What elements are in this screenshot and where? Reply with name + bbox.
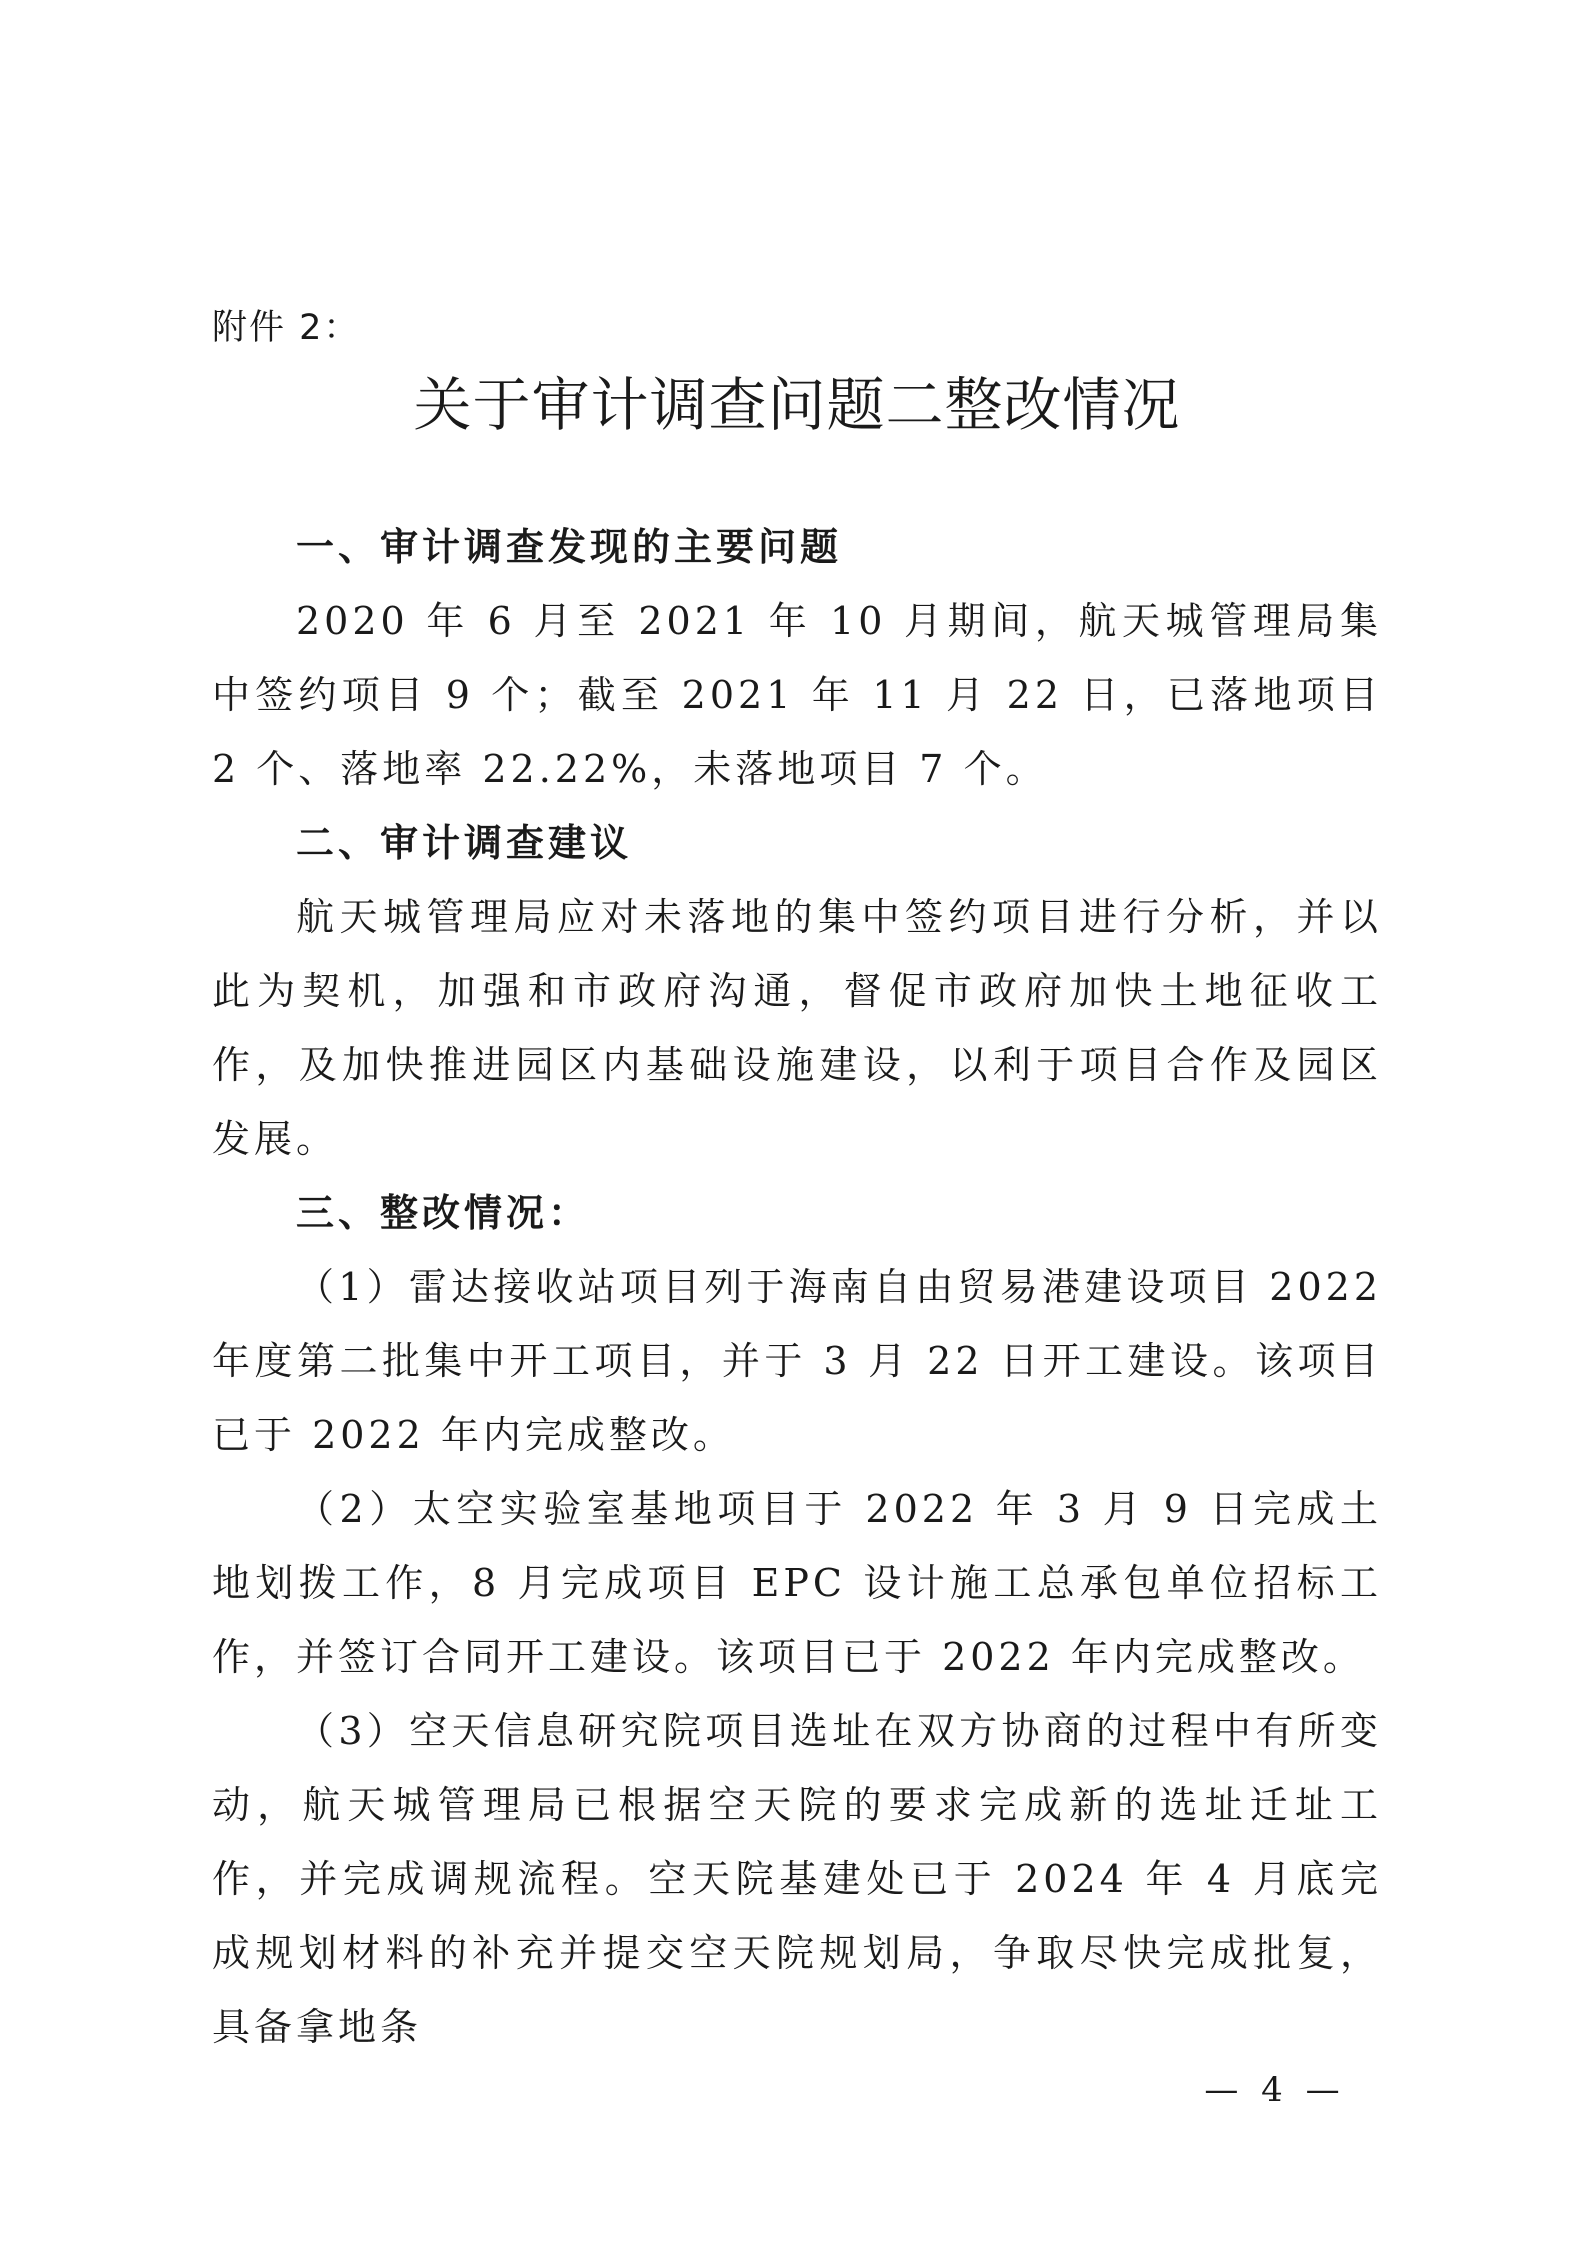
paragraph-item-2: （2）太空实验室基地项目于 2022 年 3 月 9 日完成土地划拨工作，8 月完成项目 EPC 设计施工总承包单位招标工作，并签订合同开工建设。该项目已于 2022 年内完成整改。	[212, 1487, 1382, 1679]
document-title: 关于审计调查问题二整改情况	[413, 371, 1181, 439]
paragraph-problems: 2020 年 6 月至 2021 年 10 月期间，航天城管理局集中签约项目 9 个；截至 2021 年 11 月 22 日，已落地项目 2 个、落地率 22.22%，未落地项目 7 个。	[212, 599, 1382, 791]
section-heading-suggestions: 二、审计调查建议	[296, 821, 633, 865]
section-heading-problems: 一、审计调查发现的主要问题	[296, 525, 843, 569]
document-body	[212, 510, 1382, 2064]
page-number: — 4 —	[1204, 2070, 1346, 2110]
paragraph-item-1: （1）雷达接收站项目列于海南自由贸易港建设项目 2022 年度第二批集中开工项目，并于 3 月 22 日开工建设。该项目已于 2022 年内完成整改。	[212, 1265, 1382, 1457]
section-heading-rectification: 三、整改情况：	[296, 1191, 591, 1235]
attachment-label: 附件 2：	[212, 308, 361, 348]
paragraph-item-3: （3）空天信息研究院项目选址在双方协商的过程中有所变动，航天城管理局已根据空天院的要求完成新的选址迁址工作，并完成调规流程。空天院基建处已于 2024 年 4 月底完成规划材料的补充并提交空天院规划局，争取尽快完成批复，具备拿地条	[212, 1709, 1382, 2049]
paragraph-suggestions: 航天城管理局应对未落地的集中签约项目进行分析，并以此为契机，加强和市政府沟通，督促市政府加快土地征收工作，及加快推进园区内基础设施建设，以利于项目合作及园区发展。	[212, 895, 1382, 1161]
